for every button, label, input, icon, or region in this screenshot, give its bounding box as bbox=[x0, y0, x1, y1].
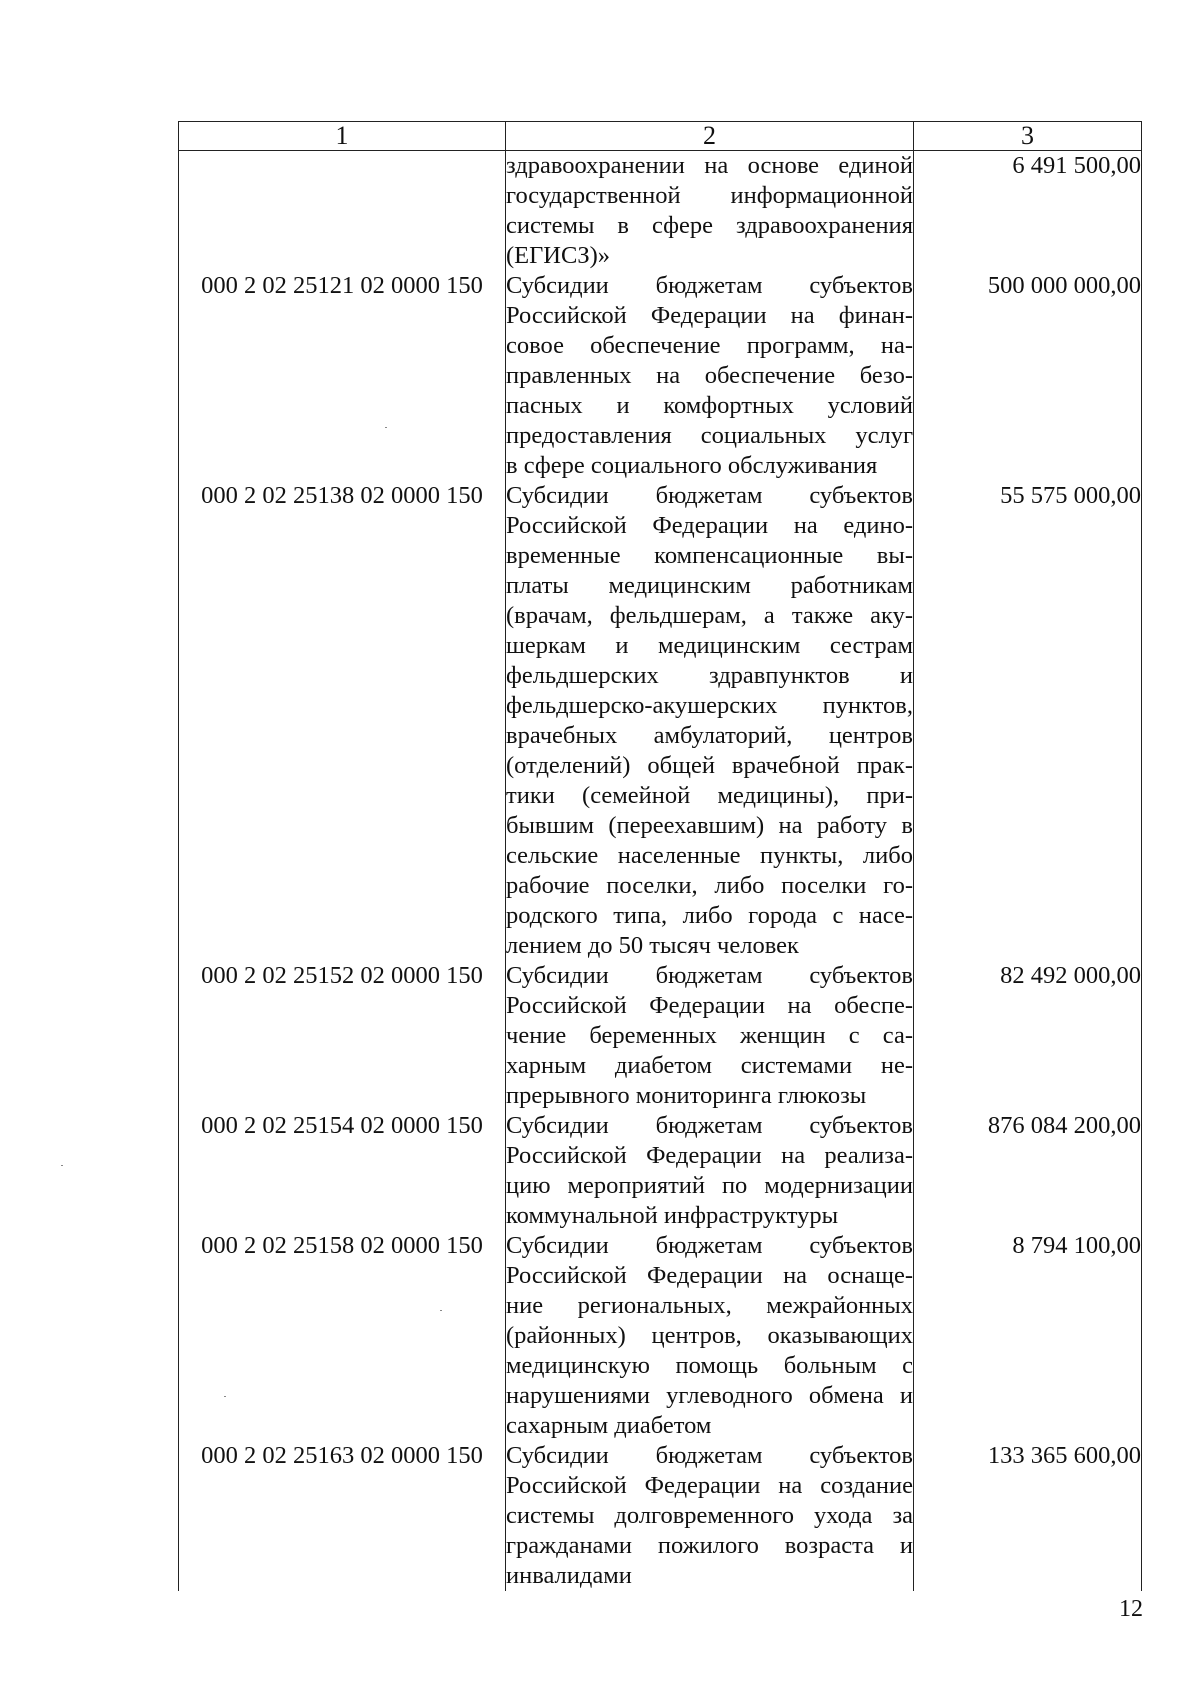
description-line: Субсидии бюджетам субъектов bbox=[506, 272, 913, 299]
description-line: шеркам и медицинским сестрам bbox=[506, 632, 913, 659]
description-line: медицинскую помощь больным с bbox=[506, 1352, 913, 1379]
description-cell bbox=[506, 151, 914, 272]
budget-code-cell bbox=[179, 151, 506, 272]
description-line: гражданами пожилого возраста и bbox=[506, 1532, 913, 1559]
description-line: (ЕГИСЗ)» bbox=[506, 242, 611, 269]
description-cell bbox=[506, 1441, 914, 1591]
amount-cell: 82 492 000,00 bbox=[914, 961, 1142, 1111]
description-line: Российской Федерации на обеспе- bbox=[506, 992, 913, 1019]
description-line: в сфере социального обслуживания bbox=[506, 452, 878, 479]
description-line: системы в сфере здравоохранения bbox=[506, 212, 913, 239]
description-line: государственной информационной bbox=[506, 182, 913, 209]
description-line: (районных) центров, оказывающих bbox=[506, 1322, 913, 1349]
table-row bbox=[179, 481, 1142, 961]
description-cell bbox=[506, 961, 914, 1111]
description-line: сельские населенные пункты, либо bbox=[506, 842, 913, 869]
description-line: правленных на обеспечение безо- bbox=[506, 362, 913, 389]
column-header-description: 2 bbox=[506, 122, 914, 151]
budget-code-cell: 000 2 02 25163 02 0000 150 bbox=[179, 1441, 506, 1591]
description-cell bbox=[506, 1111, 914, 1231]
description-line: фельдшерско-акушерских пунктов, bbox=[506, 692, 913, 719]
description-line: Субсидии бюджетам субъектов bbox=[506, 1232, 913, 1259]
page-number: 12 bbox=[1119, 1596, 1143, 1622]
description-line: Субсидии бюджетам субъектов bbox=[506, 962, 913, 989]
description-line: коммунальной инфраструктуры bbox=[506, 1202, 839, 1229]
scan-speck bbox=[224, 1396, 226, 1397]
amount-cell: 55 575 000,00 bbox=[914, 481, 1142, 961]
amount-cell: 876 084 200,00 bbox=[914, 1111, 1142, 1231]
description-line: Российской Федерации на оснаще- bbox=[506, 1262, 913, 1289]
description-line: Российской Федерации на реализа- bbox=[506, 1142, 913, 1169]
description-line: фельдшерских здравпунктов и bbox=[506, 662, 913, 689]
description-cell bbox=[506, 481, 914, 961]
description-line: системы долговременного ухода за bbox=[506, 1502, 913, 1529]
amount-cell: 500 000 000,00 bbox=[914, 271, 1142, 481]
table-row bbox=[179, 151, 1142, 272]
description-line: совое обеспечение программ, на- bbox=[506, 332, 913, 359]
description-line: (врачам, фельдшерам, а также аку- bbox=[506, 602, 913, 629]
table-row bbox=[179, 1231, 1142, 1441]
description-cell bbox=[506, 271, 914, 481]
description-line: бывшим (переехавшим) на работу в bbox=[506, 812, 913, 839]
description-line: ние региональных, межрайонных bbox=[506, 1292, 913, 1319]
budget-code-cell: 000 2 02 25158 02 0000 150 bbox=[179, 1231, 506, 1441]
description-line: тики (семейной медицины), при- bbox=[506, 782, 913, 809]
description-line: прерывного мониторинга глюкозы bbox=[506, 1082, 867, 1109]
budget-code-cell: 000 2 02 25154 02 0000 150 bbox=[179, 1111, 506, 1231]
description-line: Субсидии бюджетам субъектов bbox=[506, 1112, 913, 1139]
table-row bbox=[179, 1111, 1142, 1231]
description-line: Российской Федерации на финан- bbox=[506, 302, 913, 329]
description-line: Субсидии бюджетам субъектов bbox=[506, 482, 913, 509]
description-line: лением до 50 тысяч человек bbox=[506, 932, 799, 959]
description-line: предоставления социальных услуг bbox=[506, 422, 913, 449]
description-line: цию мероприятий по модернизации bbox=[506, 1172, 913, 1199]
description-line: пасных и комфортных условий bbox=[506, 392, 913, 419]
description-line: Субсидии бюджетам субъектов bbox=[506, 1442, 913, 1469]
budget-code-cell: 000 2 02 25121 02 0000 150 bbox=[179, 271, 506, 481]
description-line: врачебных амбулаторий, центров bbox=[506, 722, 913, 749]
scan-speck bbox=[440, 1310, 442, 1311]
table-row bbox=[179, 1441, 1142, 1591]
table-row bbox=[179, 271, 1142, 481]
scan-speck bbox=[385, 427, 387, 428]
description-line: сахарным диабетом bbox=[506, 1412, 712, 1439]
description-line: временные компенсационные вы- bbox=[506, 542, 913, 569]
budget-table bbox=[178, 121, 1142, 1591]
description-line: родского типа, либо города с насе- bbox=[506, 902, 913, 929]
budget-code-cell: 000 2 02 25152 02 0000 150 bbox=[179, 961, 506, 1111]
description-line: Российской Федерации на едино- bbox=[506, 512, 913, 539]
amount-cell: 133 365 600,00 bbox=[914, 1441, 1142, 1591]
scan-speck bbox=[61, 1165, 63, 1166]
description-line: харным диабетом системами не- bbox=[506, 1052, 913, 1079]
amount-cell: 6 491 500,00 bbox=[914, 151, 1142, 272]
description-line: здравоохранении на основе единой bbox=[506, 152, 913, 179]
table-row bbox=[179, 961, 1142, 1111]
table-header bbox=[179, 122, 1142, 151]
description-cell bbox=[506, 1231, 914, 1441]
amount-cell: 8 794 100,00 bbox=[914, 1231, 1142, 1441]
description-line: инвалидами bbox=[506, 1562, 632, 1589]
description-line: (отделений) общей врачебной прак- bbox=[506, 752, 913, 779]
description-line: Российской Федерации на создание bbox=[506, 1472, 913, 1499]
description-line: платы медицинским работникам bbox=[506, 572, 913, 599]
column-header-amount: 3 bbox=[914, 122, 1142, 151]
table-body bbox=[179, 151, 1142, 1592]
budget-code-cell: 000 2 02 25138 02 0000 150 bbox=[179, 481, 506, 961]
description-line: чение беременных женщин с са- bbox=[506, 1022, 913, 1049]
description-line: рабочие поселки, либо поселки го- bbox=[506, 872, 913, 899]
description-line: нарушениями углеводного обмена и bbox=[506, 1382, 913, 1409]
column-header-code: 1 bbox=[179, 122, 506, 151]
